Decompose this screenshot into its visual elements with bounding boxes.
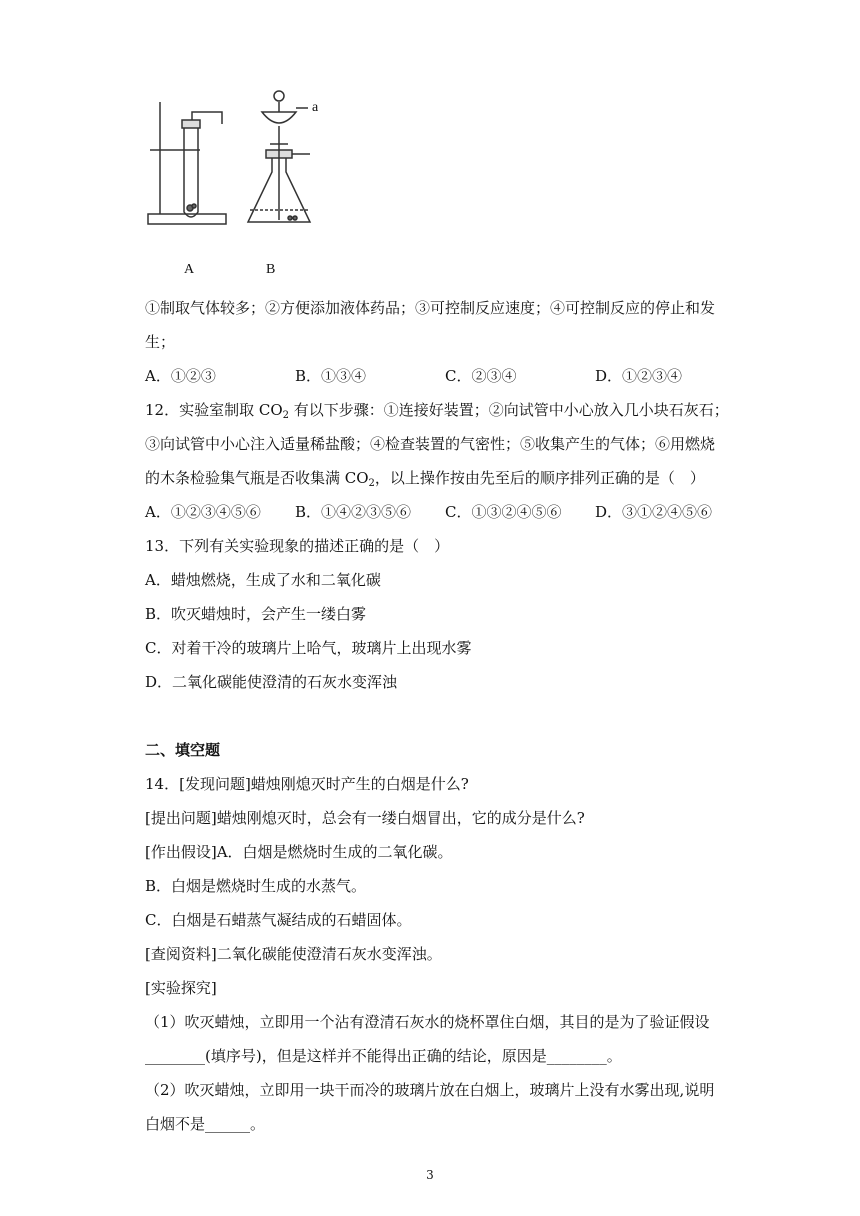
section-title: 二、填空题 (145, 741, 221, 759)
q12-option-a[interactable]: A．①②③④⑤⑥ (145, 503, 261, 521)
q11-option-d[interactable]: D．①②③④ (595, 367, 683, 385)
q11-option-a[interactable]: A．①②③ (145, 367, 216, 385)
q12-option-c[interactable]: C．①③②④⑤⑥ (445, 503, 562, 521)
apparatus-figure (140, 82, 320, 282)
page-number: 3 (426, 1168, 434, 1182)
q11-option-c[interactable]: C．②③④ (445, 367, 517, 385)
q14-line7: [实验探究] (145, 979, 217, 997)
q14-line2: [提出问题]蜡烛刚熄灭时，总会有一缕白烟冒出，它的成分是什么? (145, 809, 585, 827)
q14-line1: 14．[发现问题]蜡烛刚熄灭时产生的白烟是什么? (145, 775, 469, 793)
q13-option-a[interactable]: A．蜡烛燃烧，生成了水和二氧化碳 (145, 571, 381, 589)
q14-line4: B．白烟是燃烧时生成的水蒸气。 (145, 877, 367, 895)
test-tube (184, 124, 198, 217)
q11-statement-line2: 生； (145, 333, 176, 351)
q14-line11: 白烟不是______。 (145, 1115, 266, 1133)
q13-stem: 13．下列有关实验现象的描述正确的是（ ） (145, 537, 450, 555)
apparatus-drawing (140, 82, 320, 282)
q13-option-c[interactable]: C．对着干冷的玻璃片上哈气，玻璃片上出现水雾 (145, 639, 472, 657)
q12-option-d[interactable]: D．③①②④⑤⑥ (595, 503, 713, 521)
apparatus-a-label: A (184, 262, 195, 277)
funnel-stopper (274, 91, 284, 101)
q14-line5: C．白烟是石蜡蒸气凝结成的石蜡固体。 (145, 911, 412, 929)
q12-stem-line3: 的木条检验集气瓶是否收集满 $CO_2$，以上操作按由先至后的顺序排列正确的是（ ） (145, 469, 705, 489)
q11-option-b[interactable]: B．①③④ (295, 367, 367, 385)
q14-line6: [查阅资料]二氧化碳能使澄清石灰水变浑浊。 (145, 945, 442, 963)
q12-option-b[interactable]: B．①④②③⑤⑥ (295, 503, 412, 521)
q14-line3: [作出假设]A．白烟是燃烧时生成的二氧化碳。 (145, 843, 453, 861)
apparatus-b-label: B (266, 262, 276, 277)
q11-statement-line1: ①制取气体较多；②方便添加液体药品；③可控制反应速度；④可控制反应的停止和发 (145, 299, 716, 317)
q12-stem-line2: ③向试管中小心注入适量稀盐酸；④检查装置的气密性；⑤收集产生的气体；⑥用燃烧 (145, 435, 716, 453)
q14-line8: （1）吹灭蜡烛，立即用一个沾有澄清石灰水的烧杯罩住白烟，其目的是为了验证假设 (145, 1013, 710, 1031)
callout-label-a: a (312, 100, 319, 115)
q13-option-d[interactable]: D．二氧化碳能使澄清的石灰水变浑浊 (145, 673, 398, 691)
test-tube-stopper (182, 120, 200, 128)
q12-stem-line1: 12．实验室制取 $CO_2$ 有以下步骤：①连接好装置；②向试管中小心放入几小块石灰石； (145, 401, 729, 421)
q13-option-b[interactable]: B．吹灭蜡烛时，会产生一缕白雾 (145, 605, 367, 623)
q14-line9: ________(填序号)，但是这样并不能得出正确的结论，原因是________。 (145, 1047, 622, 1065)
separatory-funnel (262, 112, 296, 123)
q14-line10: （2）吹灭蜡烛，立即用一块干而冷的玻璃片放在白烟上，玻璃片上没有水雾出现,说明 (145, 1081, 715, 1099)
